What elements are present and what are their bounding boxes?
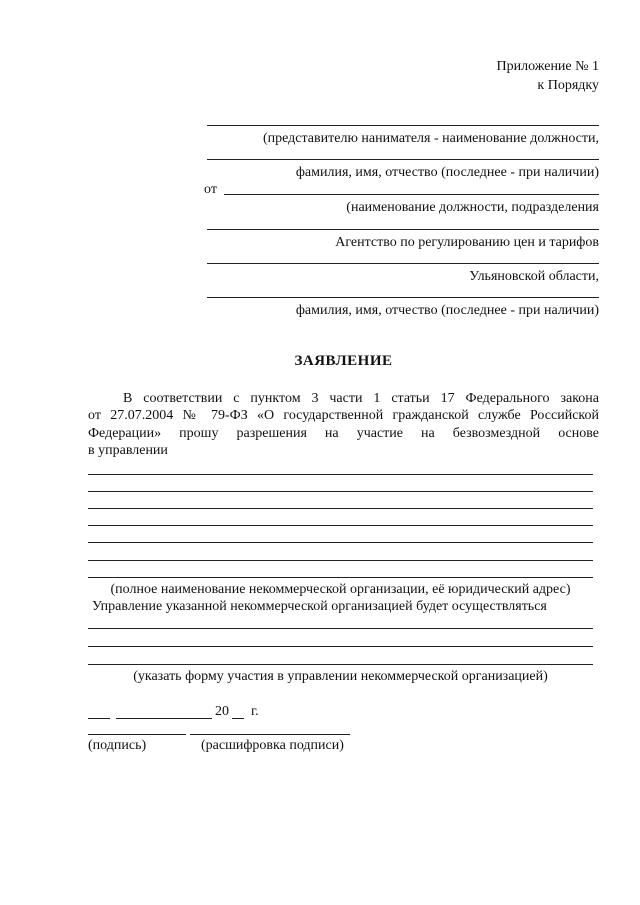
paragraph-line-4: в управлении	[88, 443, 168, 458]
from-label: от	[204, 182, 217, 197]
org-line-7	[88, 577, 593, 578]
signature-line	[88, 734, 186, 735]
to-name-line	[207, 159, 599, 160]
org-line-3	[88, 508, 593, 509]
org-line-2	[88, 491, 593, 492]
appendix-number: Приложение № 1	[496, 59, 599, 74]
agency-name-line1: Агентство по регулированию цен и тарифов	[335, 235, 599, 250]
department-line	[207, 229, 599, 230]
paragraph-line-1: В соответствии с пунктом 3 части 1 статьи 17 Федерального закона	[123, 391, 599, 406]
date-day-line	[88, 718, 110, 719]
paragraph-line-3: Федерации» прошу разрешения на участие на безвозмездной основе	[88, 426, 599, 441]
org-line-1	[88, 474, 593, 475]
appendix-order: к Порядку	[537, 78, 599, 93]
agency-line	[207, 263, 599, 264]
agency-name-line2: Ульяновской области,	[469, 269, 599, 284]
org-hint: (полное наименование некоммерческой организации, её юридический адрес)	[110, 582, 571, 597]
date-year-prefix: 20	[215, 704, 229, 719]
from-line	[224, 194, 599, 195]
document-title: ЗАЯВЛЕНИЕ	[294, 353, 393, 369]
org-line-4	[88, 525, 593, 526]
to-position-hint: (представителю нанимателя - наименование должности,	[263, 131, 599, 146]
from-name-line	[207, 297, 599, 298]
date-year-line	[232, 718, 244, 719]
signature-decode-label: (расшифровка подписи)	[201, 738, 344, 753]
date-month-line	[116, 718, 212, 719]
from-position-hint: (наименование должности, подразделения	[346, 200, 599, 215]
from-name-hint: фамилия, имя, отчество (последнее - при наличии)	[295, 303, 599, 318]
to-name-hint: фамилия, имя, отчество (последнее - при наличии)	[295, 165, 599, 180]
management-text: Управление указанной некоммерческой организацией будет осуществляться	[92, 599, 547, 614]
date-year-suffix: г.	[251, 704, 259, 719]
org-line-6	[88, 560, 593, 561]
signature-decode-line	[190, 734, 350, 735]
participation-line-3	[88, 664, 593, 665]
signature-label: (подпись)	[88, 738, 147, 753]
to-position-line	[207, 125, 599, 126]
org-line-5	[88, 542, 593, 543]
paragraph-line-2: от 27.07.2004 № 79-ФЗ «О государственной гражданской службе Российской	[88, 408, 599, 423]
participation-hint: (указать форму участия в управлении некоммерческой организацией)	[133, 669, 548, 684]
participation-line-1	[88, 628, 593, 629]
participation-line-2	[88, 646, 593, 647]
